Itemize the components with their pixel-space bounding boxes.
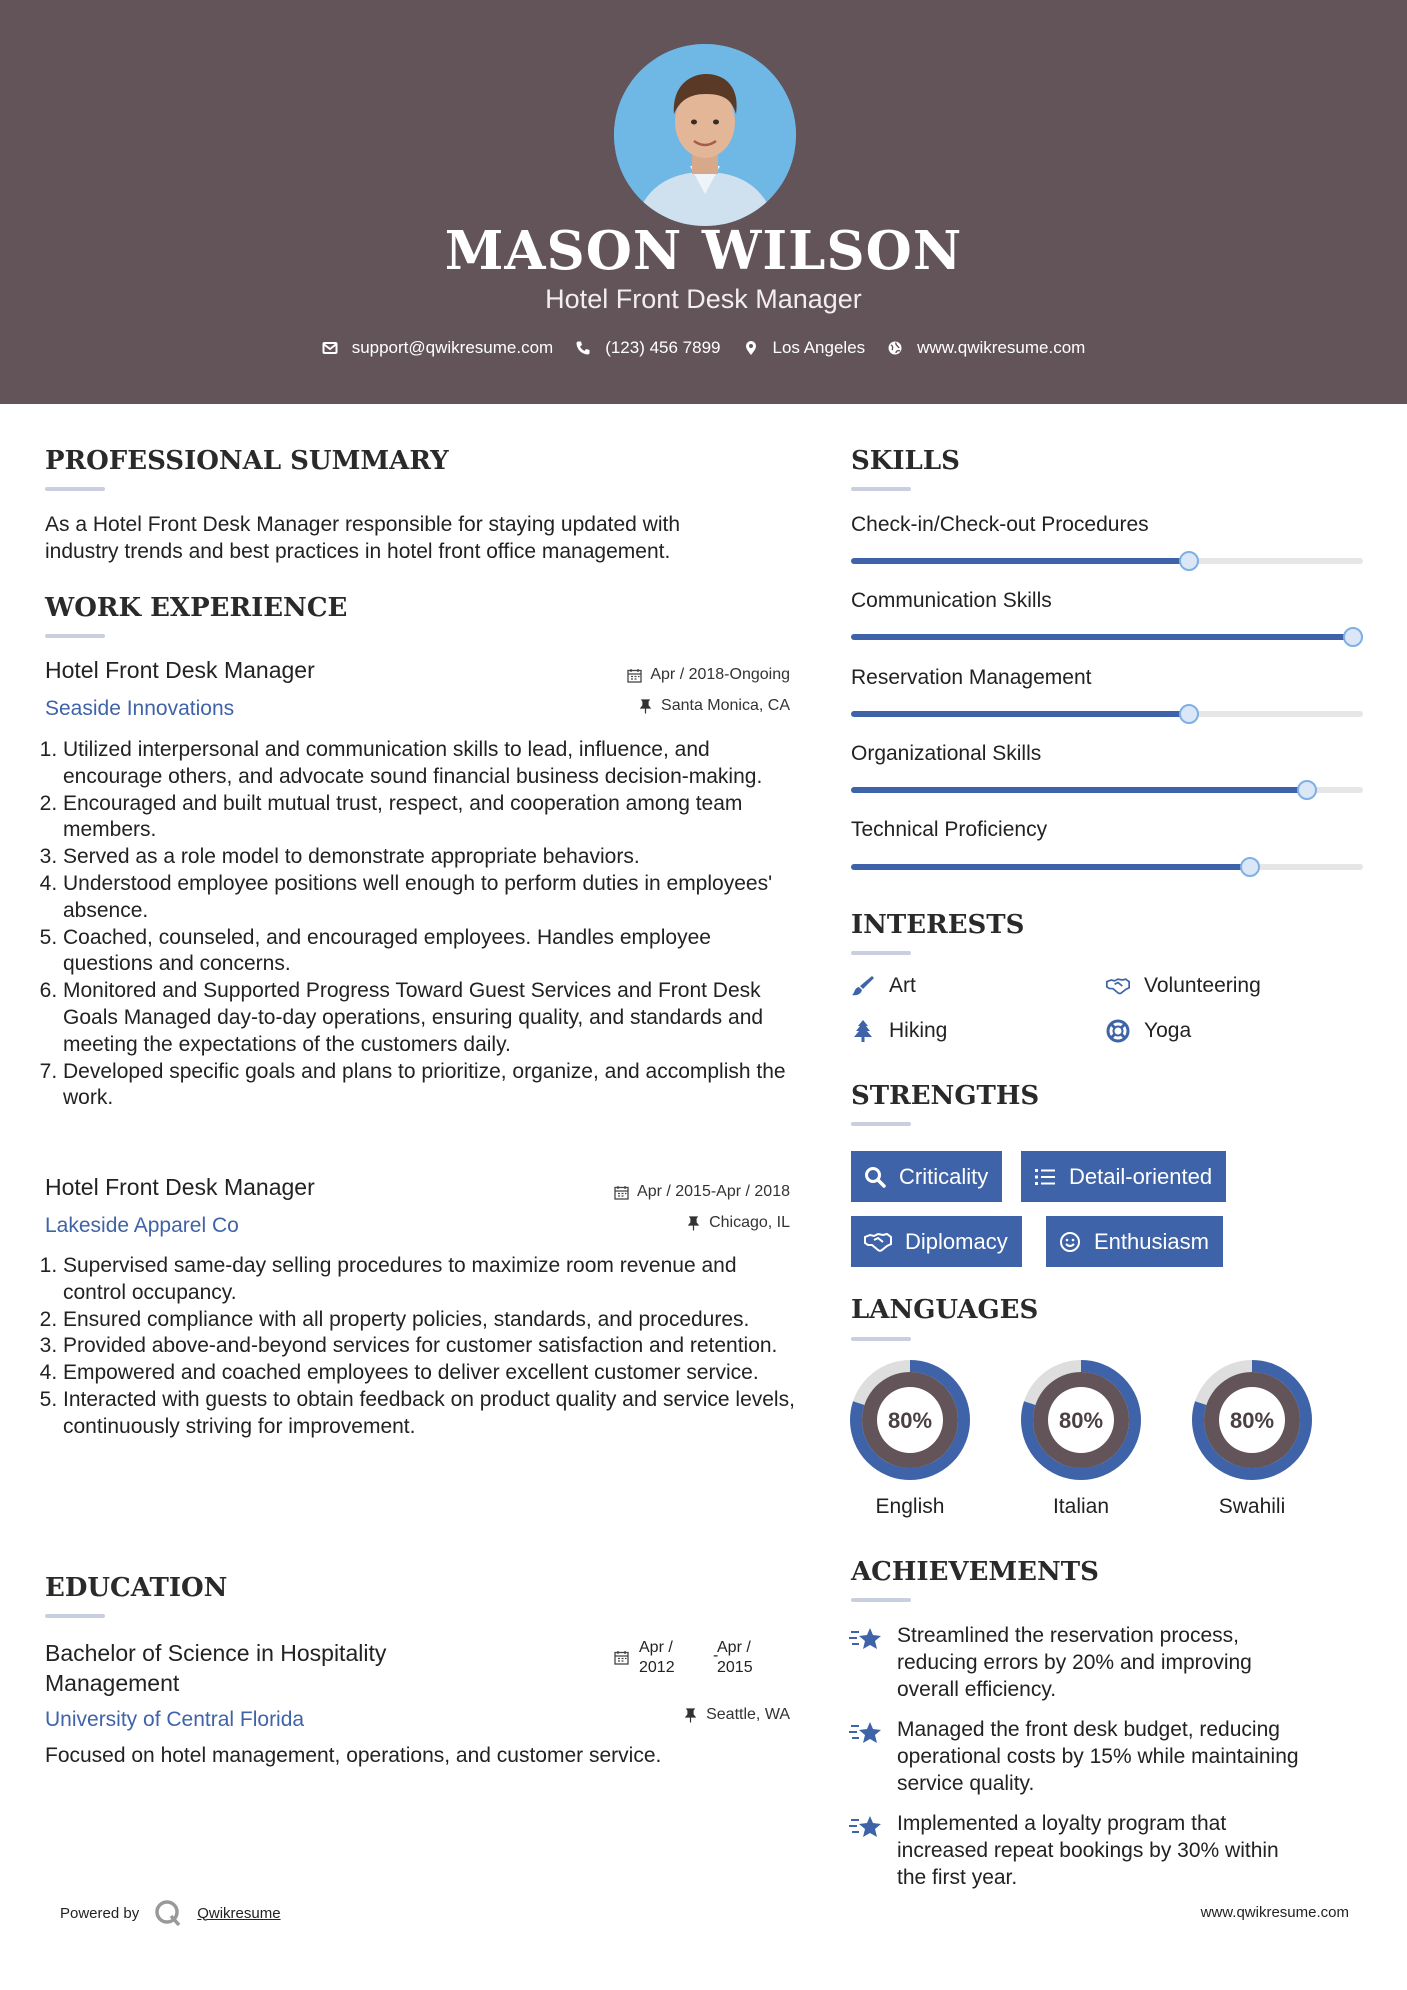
map-pin-icon <box>743 340 759 356</box>
shooting-star-icon <box>849 1812 883 1842</box>
language-1-name: English <box>875 1495 945 1518</box>
list-item: 2. Encouraged and built mutual trust, respect, and cooperation among team members. <box>63 791 805 845</box>
lifering-icon <box>1106 1019 1130 1043</box>
interest-art: Art <box>851 974 916 998</box>
skill-4-name: Organizational Skills <box>851 742 1042 765</box>
qwikresume-logo-icon <box>153 1898 183 1928</box>
list-item: 6. Monitored and Supported Progress Toward Guest Services and Front Desk Goals Managed day-to-day operations, ensuring quality, and standards and meeting the expectations of the customers daily. <box>63 978 805 1058</box>
profile-photo <box>614 44 796 226</box>
footer-powered-by: Powered by Qwikresume <box>60 1898 281 1928</box>
list-icon <box>1033 1165 1057 1189</box>
contact-email[interactable] <box>322 338 554 358</box>
paintbrush-icon <box>851 974 875 998</box>
edu-location: Seattle, WA <box>560 1706 790 1724</box>
list-item: 7. Developed specific goals and plans to prioritize, organize, and accomplish the work. <box>63 1059 805 1113</box>
skill-5-bar <box>851 864 1363 870</box>
pushpin-icon <box>638 699 653 714</box>
list-item: 4. Understood employee positions well enough to perform duties in employees' absence. <box>63 871 805 925</box>
skill-2-knob <box>1343 627 1363 647</box>
list-item: 5. Interacted with guests to obtain feedback on product quality and service levels, continuously striving for improvement. <box>63 1387 805 1441</box>
achievement-3: Implemented a loyalty program that increased repeat bookings by 30% within the first year. <box>849 1810 1279 1891</box>
achievement-1: Streamlined the reservation process, reducing errors by 20% and improving overall efficiency. <box>849 1622 1252 1703</box>
strengths-underline <box>851 1122 911 1126</box>
handshake-icon <box>1106 974 1130 998</box>
pushpin-icon <box>683 1708 698 1723</box>
skills-heading: SKILLS <box>851 446 960 476</box>
pushpin-icon <box>686 1216 701 1231</box>
job-2-company: Lakeside Apparel Co <box>45 1214 239 1237</box>
skill-1-bar <box>851 558 1363 564</box>
phone-icon <box>575 340 591 356</box>
interest-yoga: Yoga <box>1106 1019 1191 1043</box>
job-1-company: Seaside Innovations <box>45 697 235 720</box>
skill-1-name: Check-in/Check-out Procedures <box>851 513 1149 536</box>
education-underline <box>45 1614 105 1618</box>
skill-4-bar <box>851 787 1363 793</box>
experience-heading: WORK EXPERIENCE <box>45 593 348 623</box>
job-1-bullets <box>45 737 805 1112</box>
shooting-star-icon <box>849 1718 883 1748</box>
achievements-underline <box>851 1598 911 1602</box>
achievements-heading: ACHIEVEMENTS <box>851 1557 1099 1587</box>
email-text: support@qwikresume.com <box>351 338 554 357</box>
edu-end-year: 2015 <box>717 1659 753 1676</box>
skill-3-name: Reservation Management <box>851 666 1092 689</box>
experience-underline <box>45 634 105 638</box>
job-1-role: Hotel Front Desk Manager <box>45 657 315 683</box>
calendar-icon <box>627 668 642 683</box>
globe-icon <box>887 340 903 356</box>
calendar-icon <box>614 1650 629 1665</box>
tree-icon <box>851 1019 875 1043</box>
language-3-percent: 80% <box>1229 1408 1275 1433</box>
list-item: 1. Utilized interpersonal and communication skills to lead, influence, and encourage others, and advocate sound financial business decision-making. <box>63 737 805 791</box>
strength-criticality: Criticality <box>851 1151 1002 1202</box>
summary-line-2: industry trends and best practices in hotel front office management. <box>45 540 671 563</box>
skill-5-name: Technical Proficiency <box>851 818 1048 841</box>
language-1-percent: 80% <box>887 1408 933 1433</box>
interests-underline <box>851 951 911 955</box>
skill-2-bar <box>851 634 1363 640</box>
skill-3-fill <box>851 711 1189 717</box>
job-2-dates: Apr / 2015-Apr / 2018 <box>540 1183 790 1201</box>
job-1-dates: Apr / 2018-Ongoing <box>560 666 790 684</box>
language-3-name: Swahili <box>1218 1495 1286 1518</box>
strength-detail-oriented: Detail-oriented <box>1021 1151 1226 1202</box>
calendar-icon <box>614 1185 629 1200</box>
skill-2-name: Communication Skills <box>851 589 1052 612</box>
list-item: 5. Coached, counseled, and encouraged employees. Handles employee questions and concerns. <box>63 925 805 979</box>
contact-location <box>743 338 866 358</box>
list-item: 3. Served as a role model to demonstrate appropriate behaviors. <box>63 844 805 871</box>
interests-heading: INTERESTS <box>851 910 1025 940</box>
envelope-icon <box>322 340 338 356</box>
job-2-location: Chicago, IL <box>560 1214 790 1232</box>
candidate-title: Hotel Front Desk Manager <box>545 284 862 314</box>
skill-3-knob <box>1179 704 1199 724</box>
summary-underline <box>45 487 105 491</box>
smile-icon <box>1058 1230 1082 1254</box>
strength-diplomacy: Diplomacy <box>851 1216 1022 1267</box>
candidate-name: MASON WILSON <box>444 220 963 282</box>
languages-heading: LANGUAGES <box>851 1295 1039 1325</box>
degree-line-2: Management <box>45 1670 180 1696</box>
phone-text: (123) 456 7899 <box>605 338 721 357</box>
school-name: University of Central Florida <box>45 1708 305 1731</box>
list-item: 3. Provided above-and-beyond services for customer satisfaction and retention. <box>63 1333 805 1360</box>
brand-link[interactable]: Qwikresume <box>197 1904 281 1922</box>
job-1-location: Santa Monica, CA <box>560 697 790 715</box>
shooting-star-icon <box>849 1624 883 1654</box>
degree-line-1: Bachelor of Science in Hospitality <box>45 1640 387 1666</box>
skill-2-fill <box>851 634 1363 640</box>
contact-phone[interactable] <box>575 338 720 358</box>
summary-line-1: As a Hotel Front Desk Manager responsible for staying updated with <box>45 513 680 536</box>
list-item: 4. Empowered and coached employees to deliver excellent customer service. <box>63 1360 805 1387</box>
skill-1-knob <box>1179 551 1199 571</box>
edu-start-month: Apr / <box>639 1639 673 1656</box>
language-2-ring <box>1019 1358 1143 1482</box>
list-item: 2. Ensured compliance with all property policies, standards, and procedures. <box>63 1307 805 1334</box>
website-text: www.qwikresume.com <box>917 338 1086 357</box>
language-3-ring <box>1190 1358 1314 1482</box>
skill-4-knob <box>1297 780 1317 800</box>
language-1-ring <box>848 1358 972 1482</box>
skill-1-fill <box>851 558 1189 564</box>
footer-website[interactable]: www.qwikresume.com <box>1200 1904 1349 1921</box>
education-heading: EDUCATION <box>45 1573 228 1603</box>
job-2-role: Hotel Front Desk Manager <box>45 1174 315 1200</box>
skill-3-bar <box>851 711 1363 717</box>
edu-date-dash: - <box>713 1647 719 1664</box>
handshake-icon <box>863 1230 893 1254</box>
languages-underline <box>851 1337 911 1341</box>
resume-header <box>0 0 1407 404</box>
search-icon <box>863 1165 887 1189</box>
summary-heading: PROFESSIONAL SUMMARY <box>45 446 449 476</box>
location-text: Los Angeles <box>772 338 866 357</box>
skill-5-knob <box>1240 857 1260 877</box>
interest-volunteering: Volunteering <box>1106 974 1261 998</box>
contact-website[interactable] <box>887 338 1085 358</box>
edu-description: Focused on hotel management, operations, and customer service. <box>45 1744 662 1767</box>
achievement-2: Managed the front desk budget, reducing operational costs by 15% while maintaining service quality. <box>849 1716 1299 1797</box>
strength-enthusiasm: Enthusiasm <box>1046 1216 1223 1267</box>
interest-hiking: Hiking <box>851 1019 947 1043</box>
edu-end-month: Apr / <box>717 1639 751 1656</box>
edu-start-year: 2012 <box>639 1659 675 1676</box>
skill-4-fill <box>851 787 1307 793</box>
strengths-heading: STRENGTHS <box>851 1081 1040 1111</box>
list-item: 1. Supervised same-day selling procedures to maximize room revenue and control occupancy. <box>63 1253 805 1307</box>
job-2-bullets <box>45 1253 805 1441</box>
language-2-name: Italian <box>1052 1495 1110 1518</box>
contact-row <box>0 338 1407 358</box>
skill-5-fill <box>851 864 1250 870</box>
skills-underline <box>851 487 911 491</box>
language-2-percent: 80% <box>1058 1408 1104 1433</box>
